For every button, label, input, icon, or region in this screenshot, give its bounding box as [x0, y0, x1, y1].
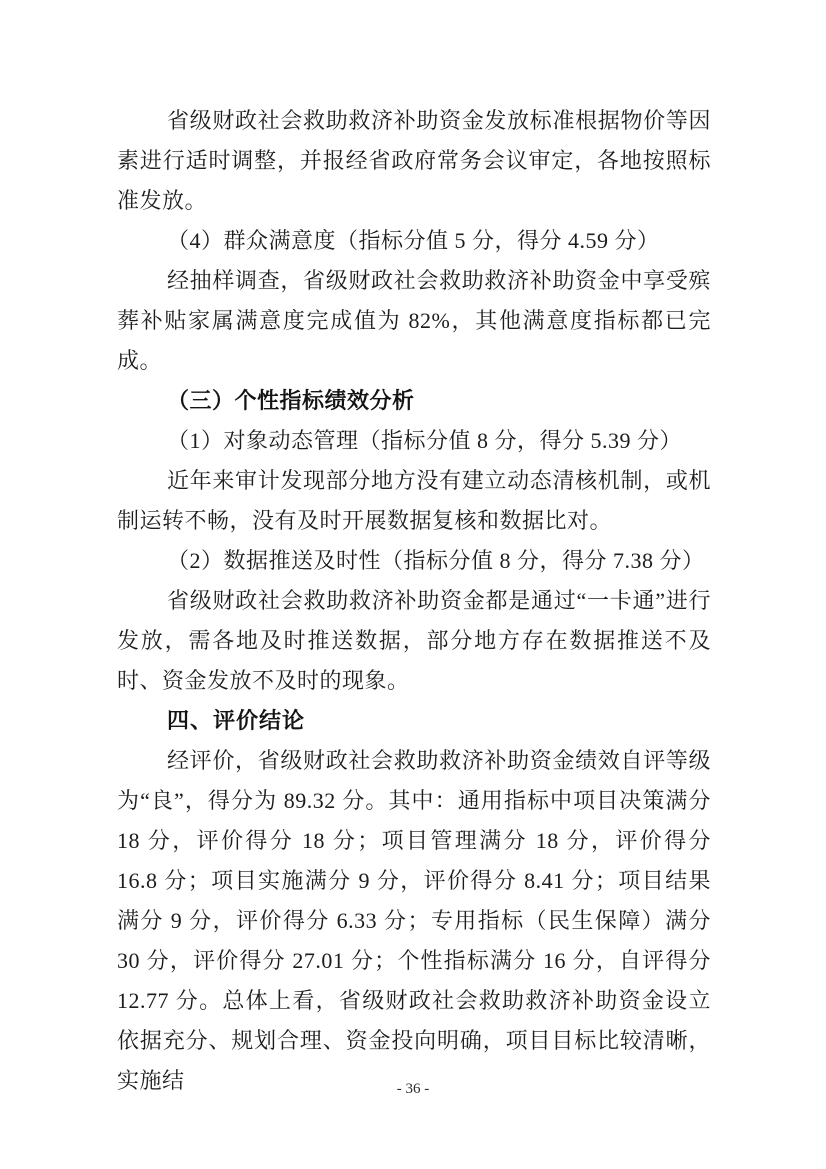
paragraph: 省级财政社会救助救济补助资金都是通过“一卡通”进行发放，需各地及时推送数据，部分地方存在数据推送不及时、资金发放不及时的现象。 — [117, 588, 711, 693]
paragraph: 经抽样调查，省级财政社会救助救济补助资金中享受殡葬补贴家属满意度完成值为 82%，其他满意度指标都已完成。 — [117, 268, 711, 373]
paragraph: 省级财政社会救助救济补助资金发放标准根据物价等因素进行适时调整，并报经省政府常务会议审定，各地按照标准发放。 — [117, 108, 711, 213]
page-content — [117, 101, 711, 1101]
section-heading: （三）个性指标绩效分析 — [167, 388, 415, 413]
paragraph: 经评价，省级财政社会救助救济补助资金绩效自评等级为“良”，得分为 89.32 分。其中：通用指标中项目决策满分 18 分，评价得分 18 分；项目管理满分 18 分，评价得分 16.8 分；项目实施满分 9 分，评价得分 8.41 分；项目结果满分 9 分，评价得分 6.33 分；专用指标（民生保障）满分 30 分，评价得分 27.01 分；个性指标满分 16 分，自评得分 12.77 分。总体上看，省级财政社会救助救济补助资金设立依据充分、规划合理、资金投向明确，项目目标比较清晰，实施结 — [117, 748, 711, 1093]
paragraph: （4）群众满意度（指标分值 5 分，得分 4.59 分） — [167, 228, 660, 253]
paragraph: （2）数据推送及时性（指标分值 8 分，得分 7.38 分） — [167, 548, 705, 573]
chapter-heading: 四、评价结论 — [167, 708, 306, 733]
paragraph: （1）对象动态管理（指标分值 8 分，得分 5.39 分） — [167, 428, 683, 453]
page-number: - 36 - — [396, 1081, 430, 1097]
paragraph: 近年来审计发现部分地方没有建立动态清核机制，或机制运转不畅，没有及时开展数据复核和数据比对。 — [117, 468, 711, 533]
